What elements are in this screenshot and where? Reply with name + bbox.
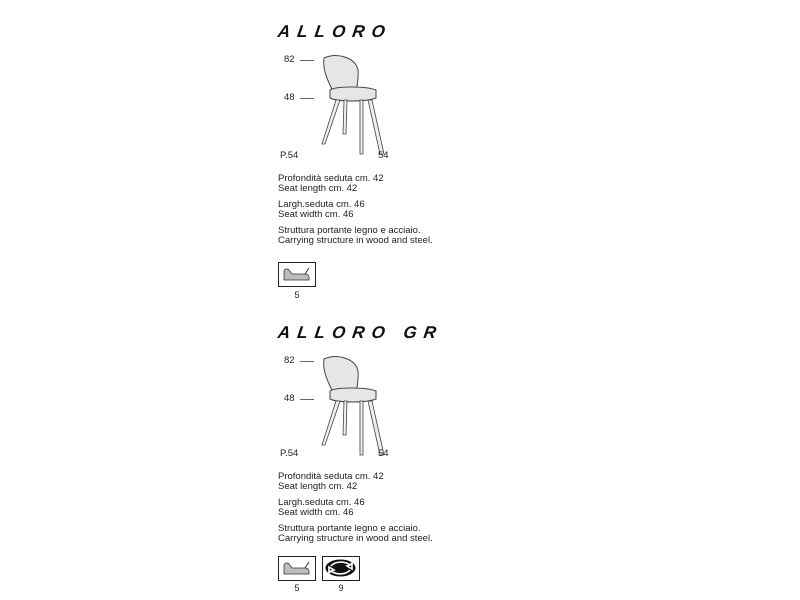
- seat-width-it: Largh.seduta cm. 46: [278, 199, 365, 210]
- seat-length-en: Seat length cm. 42: [278, 183, 358, 194]
- specifications: [278, 174, 433, 252]
- depth-label: P.54: [280, 448, 299, 459]
- product-alloro: [278, 22, 518, 307]
- swivel-code: 9: [338, 583, 344, 593]
- chair-side-view-drawing: [316, 353, 386, 459]
- seat-length-en: Seat length cm. 42: [278, 481, 358, 492]
- height-label: 82: [284, 54, 295, 65]
- width-label: 54: [378, 448, 389, 459]
- structure-en: Carrying structure in wood and steel.: [278, 533, 433, 544]
- seat-type-code: 5: [294, 583, 300, 593]
- width-label: 54: [378, 150, 389, 161]
- swivel-rotation-icon: [323, 557, 358, 579]
- seat-height-leader-line: [300, 399, 314, 400]
- chair-seat-icon: [279, 557, 314, 579]
- seat-width-it: Largh.seduta cm. 46: [278, 497, 365, 508]
- structure-en: Carrying structure in wood and steel.: [278, 235, 433, 246]
- product-title: ALLORO GR: [276, 323, 445, 342]
- seat-width-en: Seat width cm. 46: [278, 209, 354, 220]
- seat-height-label: 48: [284, 393, 295, 404]
- structure-it: Struttura portante legno e acciaio.: [278, 225, 421, 236]
- product-title: ALLORO: [276, 22, 394, 41]
- seat-height-leader-line: [300, 98, 314, 99]
- chair-side-view-drawing: [316, 52, 386, 158]
- seat-width-en: Seat width cm. 46: [278, 507, 354, 518]
- seat-type-code: 5: [294, 290, 300, 300]
- height-label: 82: [284, 355, 295, 366]
- seat-length-it: Profondità seduta cm. 42: [278, 173, 384, 184]
- swivel-badge: [322, 556, 360, 581]
- depth-label: P.54: [280, 150, 299, 161]
- seat-length-it: Profondità seduta cm. 42: [278, 471, 384, 482]
- specifications: [278, 472, 433, 550]
- seat-type-badge: [278, 262, 316, 287]
- chair-seat-icon: [279, 263, 314, 285]
- height-leader-line: [300, 60, 314, 61]
- seat-height-label: 48: [284, 92, 295, 103]
- height-leader-line: [300, 361, 314, 362]
- product-alloro-gr: [278, 323, 518, 593]
- seat-type-badge: [278, 556, 316, 581]
- structure-it: Struttura portante legno e acciaio.: [278, 523, 421, 534]
